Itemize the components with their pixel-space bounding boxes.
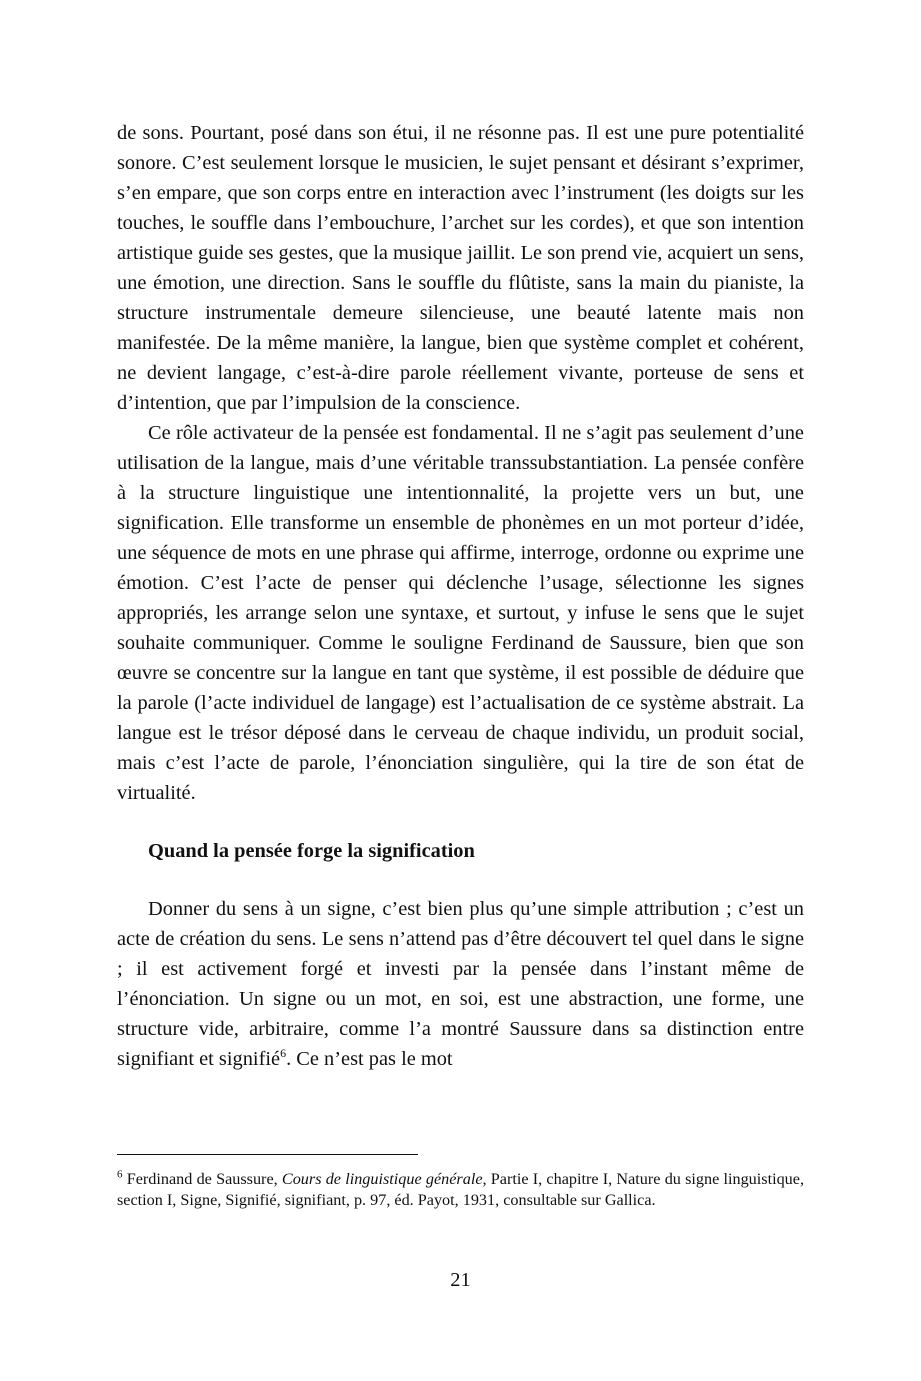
paragraph-3-text: Donner du sens à un signe, c’est bien plus qu’une simple attribution ; c’est un acte de création du sens. Le sens n’attend pas d’être découvert tel quel dans le signe ; il est activement forgé et investi par la pensée dans l’instant même de l’énonciation. Un signe ou un mot, en soi, est une abstraction, une forme, une structure vide, arbitraire, comme l’a montré Saussure dans sa distinction entre signifiant et signifié bbox=[117, 898, 804, 1070]
footnote-number: 6 bbox=[117, 1168, 123, 1181]
footnote-6 bbox=[117, 1169, 804, 1210]
footnote-author: Ferdinand de Saussure, bbox=[122, 1170, 282, 1188]
paragraph-1: de sons. Pourtant, posé dans son étui, il ne résonne pas. Il est une pure potentialité sonore. C’est seulement lorsque le musicien, le sujet pensant et désirant s’exprimer, s’en empare, que son corps entre en interaction avec l’instrument (les doigts sur les touches, le souffle dans l’embouchure, l’archet sur les cordes), et que son intention artistique guide ses gestes, que la musique jaillit. Le son prend vie, acquiert un sens, une émotion, une direction. Sans le souffle du flûtiste, sans la main du pianiste, la structure instrumentale demeure silencieuse, une beauté latente mais non manifestée. De la même manière, la langue, bien que système complet et cohérent, ne devient langage, c’est-à-dire parole réellement vivante, porteuse de sens et d’intention, que par l’impulsion de la conscience. bbox=[117, 122, 804, 414]
footnote-reference[interactable]: 6 bbox=[280, 1046, 287, 1061]
page-number: 21 bbox=[450, 1269, 471, 1291]
paragraph-3 bbox=[117, 894, 804, 1074]
body-text bbox=[117, 118, 804, 1074]
footnote-details: Partie I, chapitre I, Nature du signe linguistique, section I, Signe, Signifié, signifiant, p. 97, éd. Payot, 1931, consultable sur Gallica. bbox=[117, 1170, 804, 1209]
section-heading: Quand la pensée forge la signification bbox=[148, 840, 475, 862]
footnote-book-title: Cours de linguistique générale, bbox=[281, 1170, 487, 1188]
paragraph-3-continuation: . Ce n’est pas le mot bbox=[286, 1048, 453, 1070]
footnote-divider bbox=[117, 1154, 418, 1155]
paragraph-2: Ce rôle activateur de la pensée est fondamental. Il ne s’agit pas seulement d’une utilisation de la langue, mais d’une véritable transsubstantiation. La pensée confère à la structure linguistique une intentionnalité, la projette vers un but, une signification. Elle transforme un ensemble de phonèmes en un mot porteur d’idée, une séquence de mots en une phrase qui affirme, interroge, ordonne ou exprime une émotion. C’est l’acte de penser qui déclenche l’usage, sélectionne les signes appropriés, les arrange selon une syntaxe, et surtout, y infuse le sens que le sujet souhaite communiquer. Comme le souligne Ferdinand de Saussure, bien que son œuvre se concentre sur la langue en tant que système, il est possible de déduire que la parole (l’acte individuel de langage) est l’actualisation de ce système abstrait. La langue est le trésor déposé dans le cerveau de chaque individu, un produit social, mais c’est l’acte de parole, l’énonciation singulière, qui la tire de son état de virtualité. bbox=[117, 422, 804, 804]
